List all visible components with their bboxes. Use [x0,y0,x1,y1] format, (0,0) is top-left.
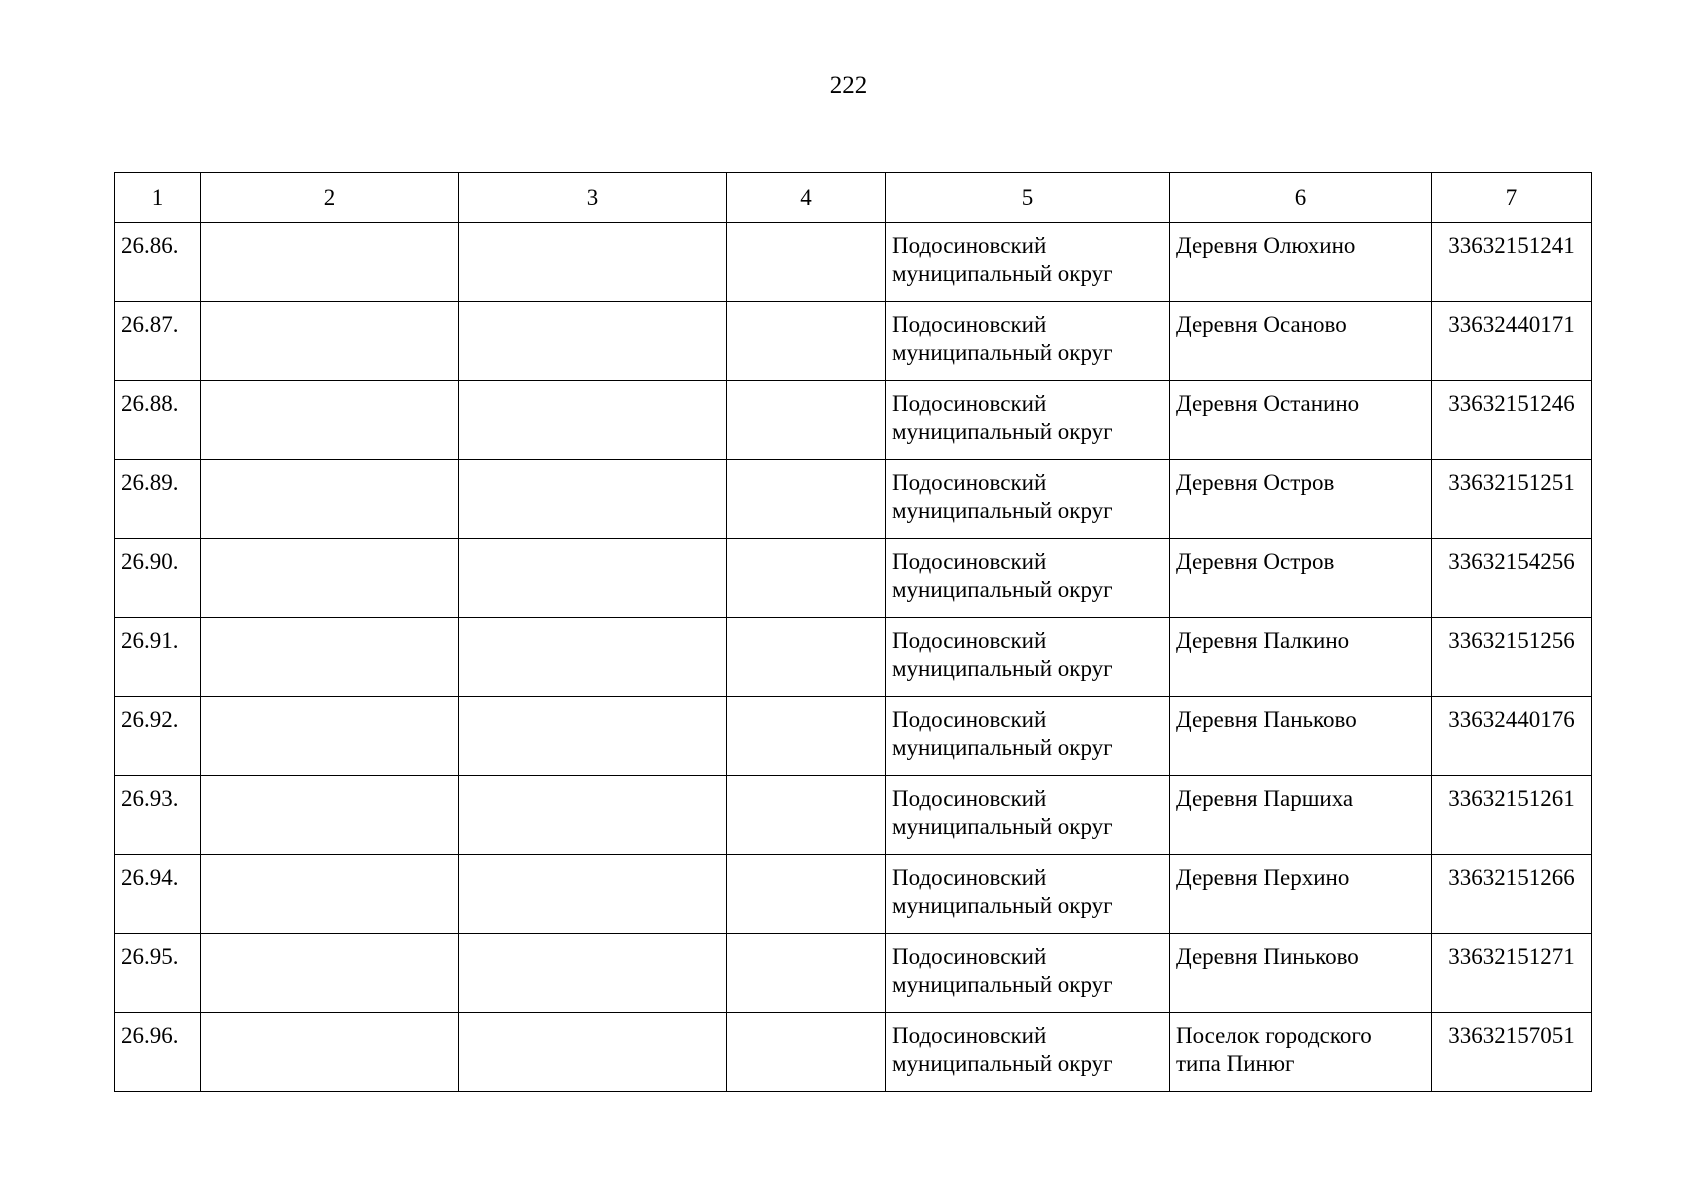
cell-col-4 [727,223,886,302]
cell-col-3 [459,855,727,934]
cell-col-2 [201,1013,459,1092]
settlement-cell [1170,618,1432,697]
table-row [115,776,1592,855]
district-name-line2: муниципальный округ [892,577,1113,602]
table-row [115,1013,1592,1092]
cell-col-2 [201,381,459,460]
district-name-line1: Подосиновский [892,233,1047,258]
district-name-line1: Подосиновский [892,707,1047,732]
table-row [115,697,1592,776]
district-cell [886,223,1170,302]
district-name-line2: муниципальный округ [892,656,1113,681]
settlements-table [114,172,1592,1092]
cell-col-2 [201,302,459,381]
district-name-line2: муниципальный округ [892,972,1113,997]
column-header: 7 [1432,173,1592,223]
cell-col-3 [459,934,727,1013]
settlement-name-line1: Поселок городского [1176,1023,1372,1048]
district-name-line1: Подосиновский [892,312,1047,337]
column-header: 6 [1170,173,1432,223]
oktmo-code: 33632151266 [1432,855,1592,934]
row-number: 26.91. [115,618,201,697]
settlement-name-line1: Деревня Паршиха [1176,786,1354,811]
district-name-line1: Подосиновский [892,786,1047,811]
district-name-line2: муниципальный округ [892,340,1113,365]
district-cell [886,776,1170,855]
column-header: 3 [459,173,727,223]
cell-col-3 [459,539,727,618]
settlement-cell [1170,381,1432,460]
settlement-name-line1: Деревня Палкино [1176,628,1350,653]
table-row [115,934,1592,1013]
district-name-line1: Подосиновский [892,865,1047,890]
district-name-line2: муниципальный округ [892,498,1113,523]
row-number: 26.94. [115,855,201,934]
row-number: 26.92. [115,697,201,776]
settlement-cell [1170,302,1432,381]
page-number: 222 [829,72,868,99]
oktmo-code: 33632157051 [1432,1013,1592,1092]
cell-col-4 [727,618,886,697]
cell-col-3 [459,223,727,302]
row-number: 26.93. [115,776,201,855]
cell-col-3 [459,302,727,381]
settlement-cell [1170,223,1432,302]
oktmo-code: 33632440171 [1432,302,1592,381]
table-body [115,223,1592,1092]
district-name-line1: Подосиновский [892,628,1047,653]
row-number: 26.87. [115,302,201,381]
cell-col-3 [459,1013,727,1092]
district-name-line2: муниципальный округ [892,1051,1113,1076]
cell-col-4 [727,855,886,934]
column-header: 2 [201,173,459,223]
cell-col-4 [727,934,886,1013]
cell-col-4 [727,697,886,776]
cell-col-2 [201,223,459,302]
cell-col-4 [727,776,886,855]
cell-col-4 [727,381,886,460]
settlement-cell [1170,776,1432,855]
column-header: 4 [727,173,886,223]
table-row [115,855,1592,934]
cell-col-4 [727,1013,886,1092]
district-name-line2: муниципальный округ [892,893,1113,918]
row-number: 26.86. [115,223,201,302]
settlement-name-line1: Деревня Остров [1176,470,1335,495]
table-row [115,302,1592,381]
district-name-line1: Подосиновский [892,1023,1047,1048]
cell-col-2 [201,934,459,1013]
table-row [115,381,1592,460]
settlement-cell [1170,934,1432,1013]
row-number: 26.95. [115,934,201,1013]
cell-col-3 [459,618,727,697]
settlement-cell [1170,1013,1432,1092]
district-cell [886,934,1170,1013]
district-name-line2: муниципальный округ [892,814,1113,839]
settlement-name-line2: типа Пинюг [1176,1051,1295,1076]
table-row [115,223,1592,302]
settlement-cell [1170,697,1432,776]
district-cell [886,302,1170,381]
settlement-cell [1170,460,1432,539]
row-number: 26.88. [115,381,201,460]
district-name-line2: муниципальный округ [892,419,1113,444]
column-header: 5 [886,173,1170,223]
oktmo-code: 33632440176 [1432,697,1592,776]
cell-col-2 [201,776,459,855]
cell-col-2 [201,618,459,697]
district-name-line1: Подосиновский [892,549,1047,574]
district-cell [886,855,1170,934]
settlement-cell [1170,539,1432,618]
header-row [115,173,1592,223]
cell-col-2 [201,697,459,776]
district-name-line1: Подосиновский [892,944,1047,969]
oktmo-code: 33632151271 [1432,934,1592,1013]
settlement-name-line1: Деревня Паньково [1176,707,1357,732]
row-number: 26.96. [115,1013,201,1092]
cell-col-4 [727,460,886,539]
oktmo-code: 33632154256 [1432,539,1592,618]
oktmo-code: 33632151261 [1432,776,1592,855]
district-cell [886,381,1170,460]
settlement-name-line1: Деревня Осаново [1176,312,1347,337]
district-cell [886,697,1170,776]
row-number: 26.90. [115,539,201,618]
district-cell [886,618,1170,697]
cell-col-3 [459,776,727,855]
column-header: 1 [115,173,201,223]
district-cell [886,460,1170,539]
oktmo-code: 33632151246 [1432,381,1592,460]
table-row [115,618,1592,697]
row-number: 26.89. [115,460,201,539]
settlement-cell [1170,855,1432,934]
settlement-name-line1: Деревня Остров [1176,549,1335,574]
table-row [115,539,1592,618]
district-name-line2: муниципальный округ [892,261,1113,286]
district-name-line1: Подосиновский [892,391,1047,416]
cell-col-4 [727,539,886,618]
oktmo-code: 33632151256 [1432,618,1592,697]
cell-col-2 [201,460,459,539]
cell-col-3 [459,381,727,460]
settlement-name-line1: Деревня Олюхино [1176,233,1356,258]
district-name-line2: муниципальный округ [892,735,1113,760]
cell-col-2 [201,855,459,934]
district-name-line1: Подосиновский [892,470,1047,495]
cell-col-4 [727,302,886,381]
settlement-name-line1: Деревня Перхино [1176,865,1350,890]
district-cell [886,1013,1170,1092]
cell-col-3 [459,697,727,776]
cell-col-3 [459,460,727,539]
settlement-name-line1: Деревня Останино [1176,391,1360,416]
district-cell [886,539,1170,618]
oktmo-code: 33632151251 [1432,460,1592,539]
oktmo-code: 33632151241 [1432,223,1592,302]
cell-col-2 [201,539,459,618]
settlement-name-line1: Деревня Пиньково [1176,944,1359,969]
table-row [115,460,1592,539]
